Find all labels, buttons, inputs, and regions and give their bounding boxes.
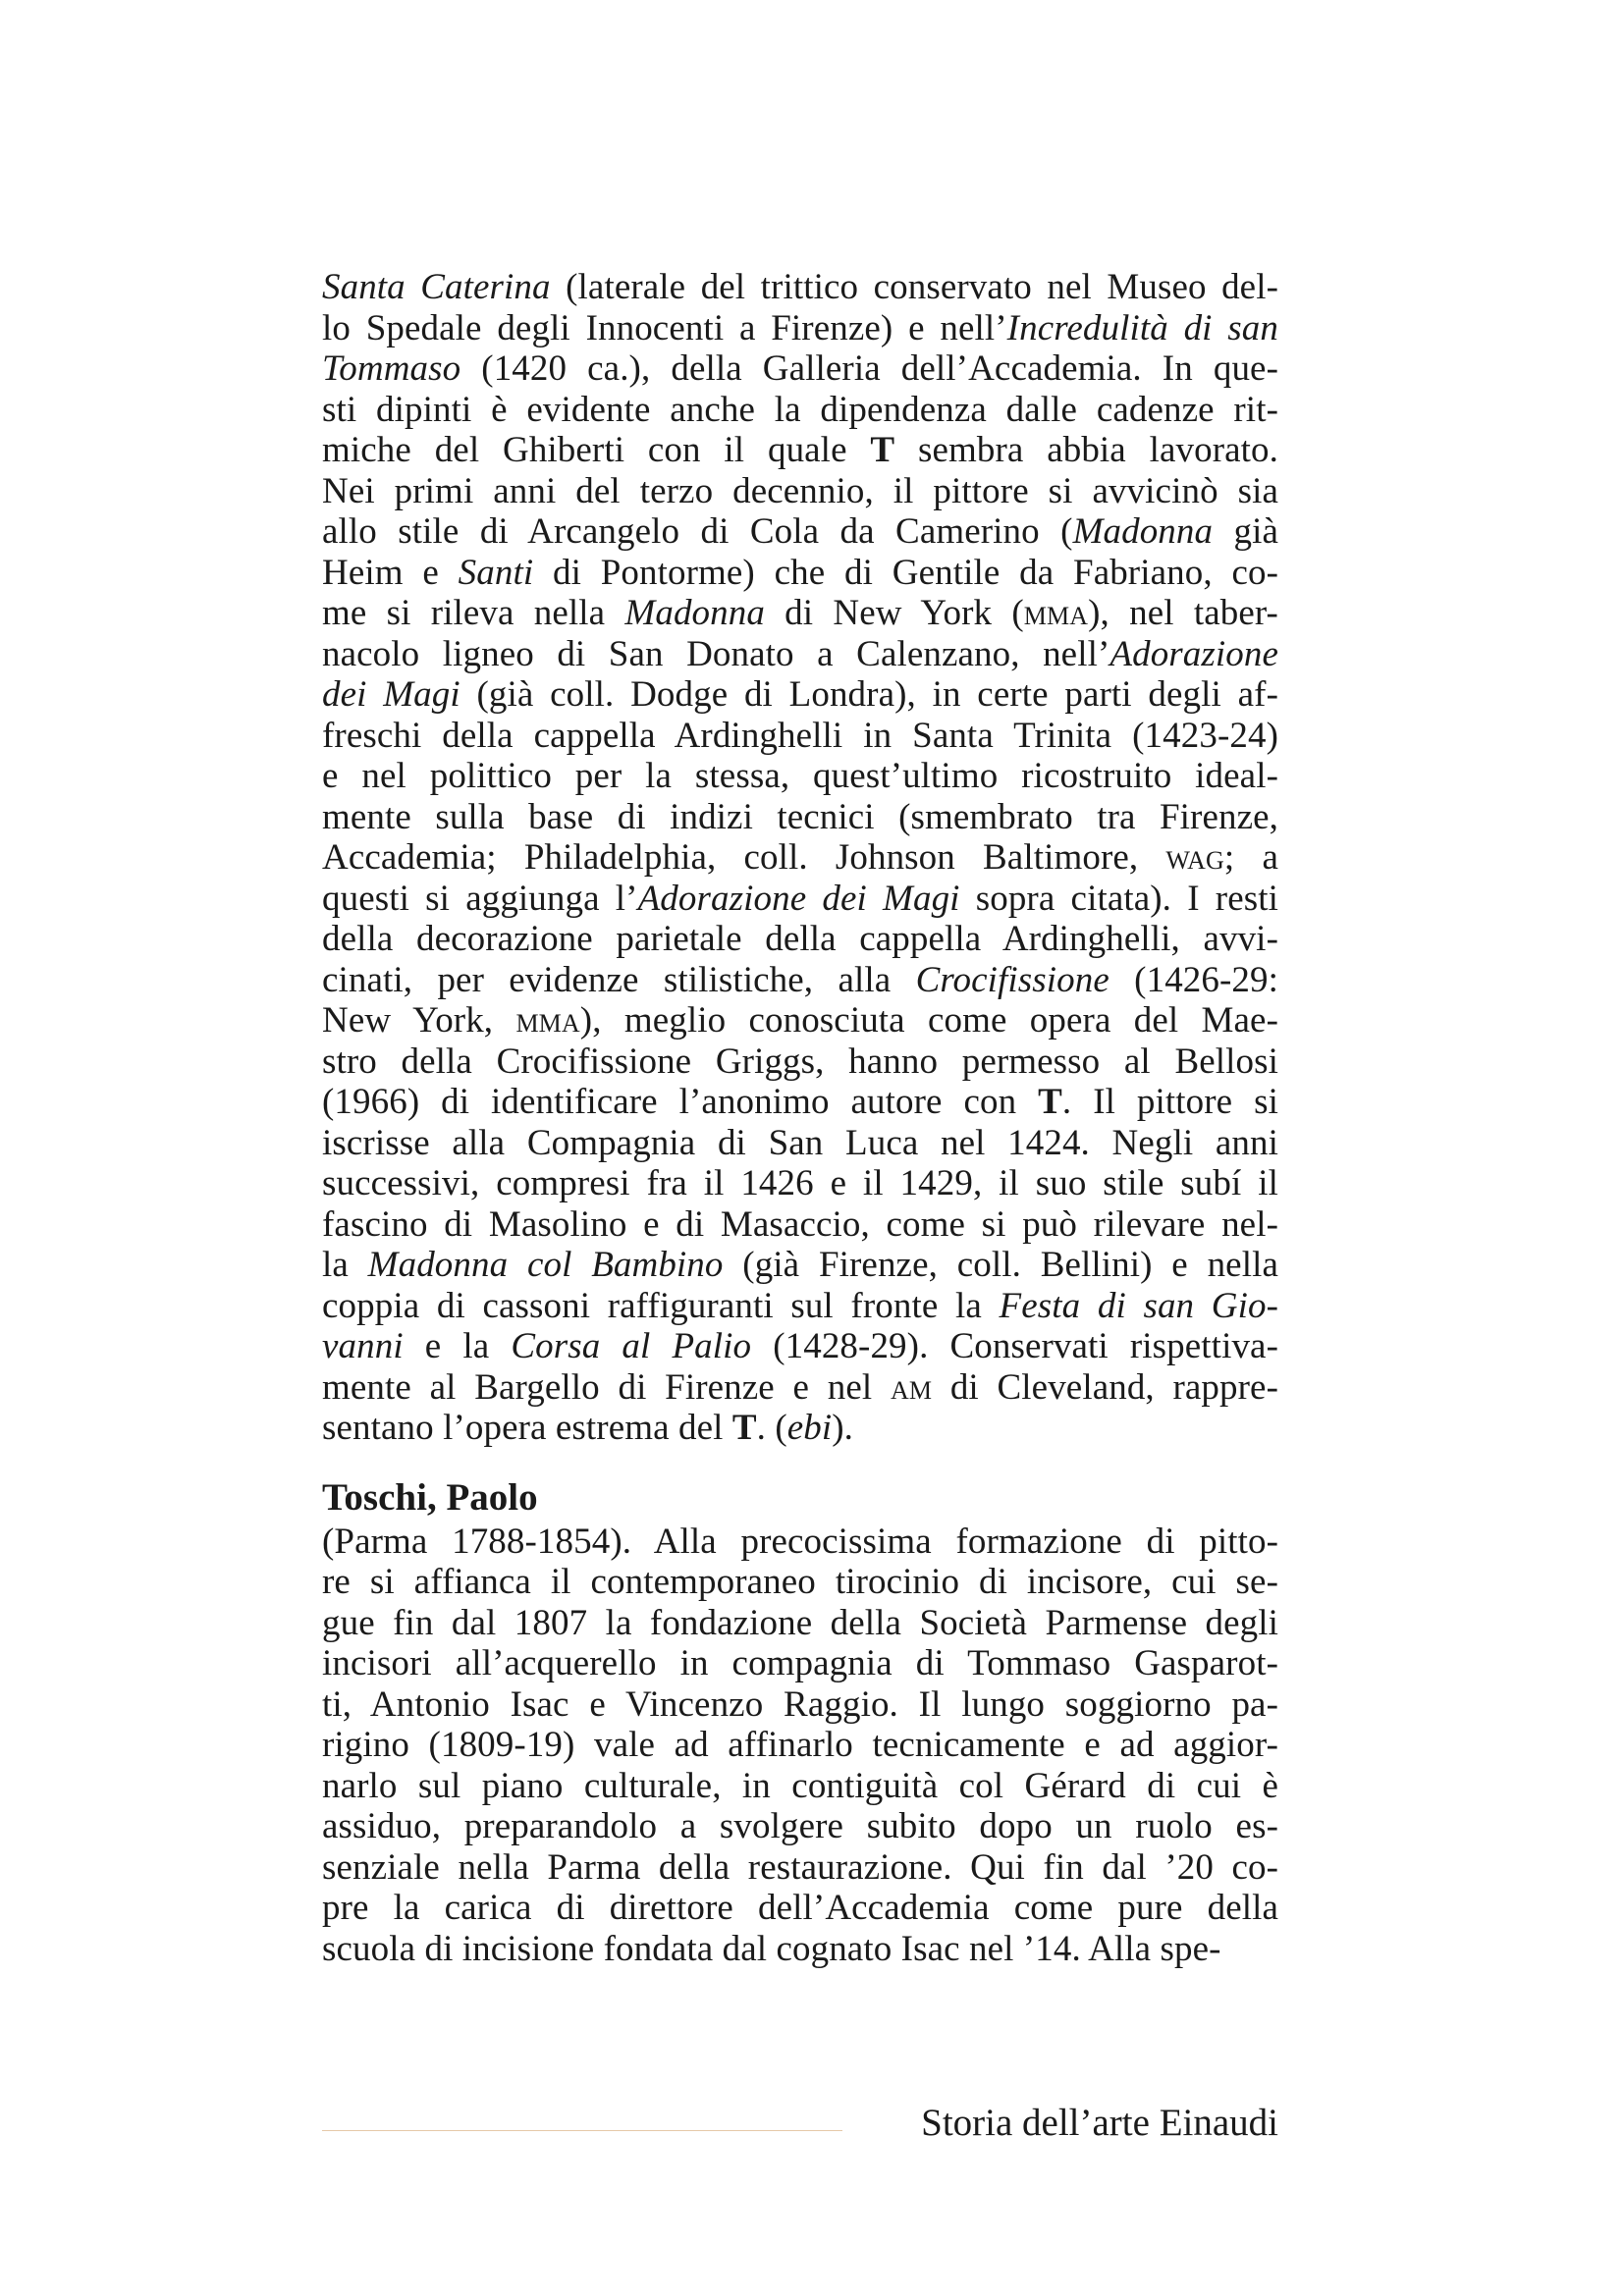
text-line: freschi della cappella Ardinghelli in Santa Trinita (1423-24) (322, 715, 1278, 756)
text-line: sentano l’opera estrema del T. (ebi). (322, 1408, 854, 1448)
text-line: allo stile di Arcangelo di Cola da Camerino (Madonna già (322, 511, 1278, 552)
text-line: stro della Crocifissione Griggs, hanno permesso al Bellosi (322, 1041, 1278, 1082)
text-line: scuola di incisione fondata dal cognato Isac nel ’14. Alla spe- (322, 1928, 1221, 1969)
text-line: della decorazione parietale della cappella Ardinghelli, avvi- (322, 919, 1278, 959)
text-line: questi si aggiunga l’Adorazione dei Magi sopra citata). I resti (322, 878, 1278, 919)
text-line: la Madonna col Bambino (già Firenze, coll. Bellini) e nella (322, 1245, 1278, 1285)
text-line: rigino (1809-19) vale ad affinarlo tecnicamente e ad aggior- (322, 1725, 1278, 1765)
text-line: mente sulla base di indizi tecnici (smembrato tra Firenze, (322, 796, 1278, 837)
text-line: ti, Antonio Isac e Vincenzo Raggio. Il lungo soggiorno pa- (322, 1683, 1278, 1725)
text-line: New York, mma), meglio conosciuta come opera del Mae- (322, 1000, 1278, 1041)
footer-title: Storia dell’arte Einaudi (921, 2102, 1278, 2144)
text-line: assiduo, preparandolo a svolgere subito dopo un ruolo es- (322, 1806, 1278, 1846)
text-line: Santa Caterina (laterale del trittico conservato nel Museo del- (322, 267, 1278, 307)
entry-paragraph-toschi (322, 1522, 1278, 1970)
text-line: pre la carica di direttore dell’Accademia come pure della (322, 1888, 1278, 1928)
text-line: sti dipinti è evidente anche la dipendenza dalle cadenze rit- (322, 389, 1278, 430)
text-line: mente al Bargello di Firenze e nel am di Cleveland, rappre- (322, 1366, 1278, 1408)
footer-rule (322, 2130, 842, 2131)
entry-heading: Toschi, Paolo (322, 1475, 538, 1519)
text-line: re si affianca il contemporaneo tirocinio di incisore, cui se- (322, 1562, 1278, 1602)
text-line: lo Spedale degli Innocenti a Firenze) e nell’Incredulità di san (322, 307, 1279, 348)
text-line: miche del Ghiberti con il quale T sembra abbia lavorato. (322, 430, 1278, 470)
text-line: Accademia; Philadelphia, coll. Johnson Baltimore, wag; a (322, 837, 1278, 878)
text-line: gue fin dal 1807 la fondazione della Società Parmense degli (322, 1602, 1278, 1643)
text-line: iscrisse alla Compagnia di San Luca nel 1424. Negli anni (322, 1122, 1278, 1163)
text-line: vanni e la Corsa al Palio (1428-29). Conservati rispettiva- (322, 1326, 1278, 1366)
text-line: coppia di cassoni raffiguranti sul fronte la Festa di san Gio- (322, 1285, 1279, 1326)
text-line: dei Magi (già coll. Dodge di Londra), in certe parti degli af- (322, 674, 1278, 715)
text-line: nacolo ligneo di San Donato a Calenzano, nell’Adorazione (322, 633, 1278, 674)
page-footer (322, 2099, 1278, 2148)
text-line: incisori all’acquerello in compagnia di Tommaso Gasparot- (322, 1643, 1278, 1683)
text-line: successivi, compresi fra il 1426 e il 1429, il suo stile subí il (322, 1163, 1278, 1203)
text-column (322, 267, 1278, 1969)
text-line: me si rileva nella Madonna di New York (mma), nel taber- (322, 593, 1278, 633)
text-line: Nei primi anni del terzo decennio, il pittore si avvicinò sia (322, 470, 1278, 511)
text-line: fascino di Masolino e di Masaccio, come si può rilevare nel- (322, 1203, 1278, 1245)
text-line: senziale nella Parma della restaurazione. Qui fin dal ’20 co- (322, 1846, 1278, 1888)
text-line: e nel polittico per la stessa, quest’ultimo ricostruito ideal- (322, 756, 1278, 796)
text-line: (1966) di identificare l’anonimo autore con T. Il pittore si (322, 1082, 1278, 1122)
text-line: Heim e Santi di Pontorme) che di Gentile da Fabriano, co- (322, 552, 1278, 593)
text-line: Tommaso (1420 ca.), della Galleria dell’Accademia. In que- (322, 348, 1278, 389)
entry-paragraph-continued (322, 267, 1278, 1449)
text-line: cinati, per evidenze stilistiche, alla Crocifissione (1426-29: (322, 959, 1278, 1000)
text-line: (Parma 1788-1854). Alla precocissima formazione di pitto- (322, 1521, 1278, 1562)
text-line: narlo sul piano culturale, in contiguità col Gérard di cui è (322, 1765, 1278, 1806)
